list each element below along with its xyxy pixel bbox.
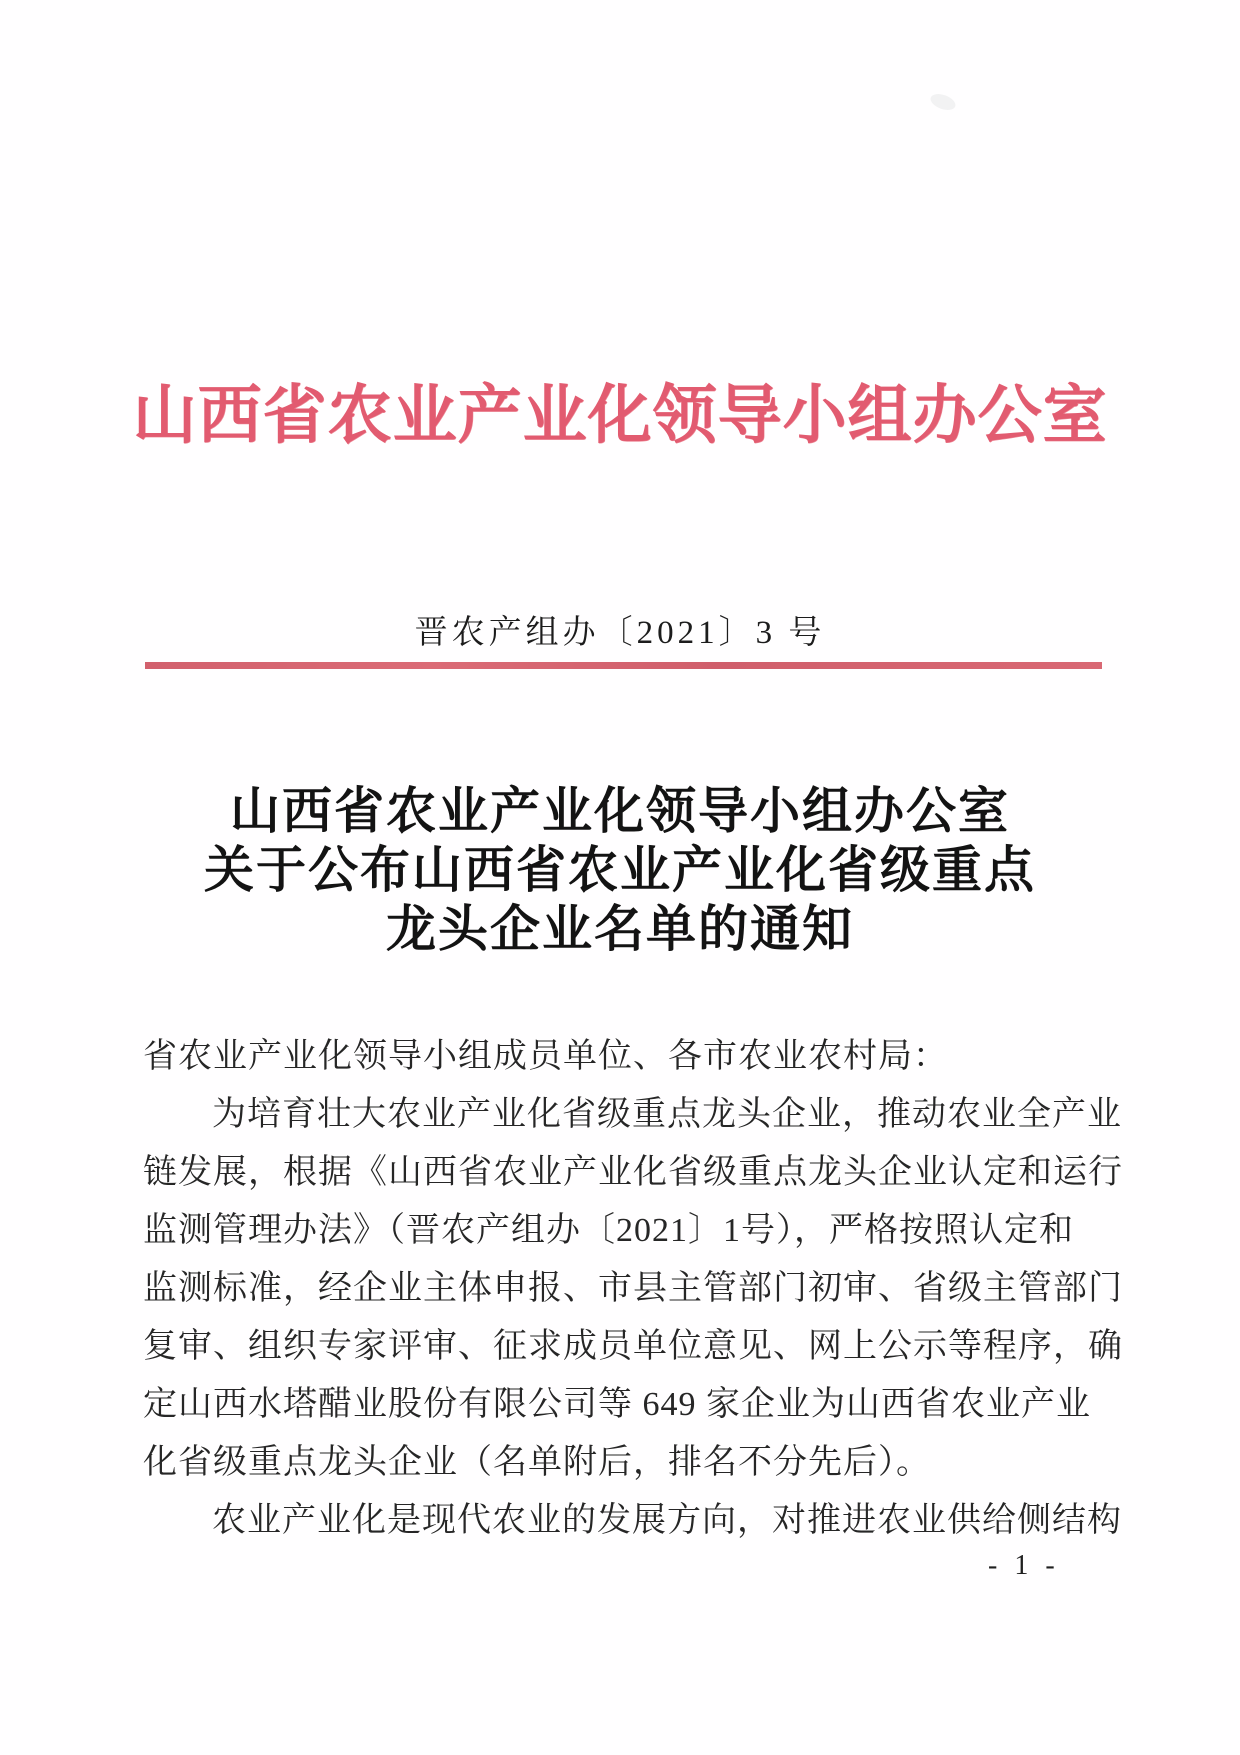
- red-divider-line: [145, 662, 1102, 669]
- scan-artifact: [928, 91, 957, 113]
- page-number: - 1 -: [988, 1550, 1060, 1581]
- document-number: 晋农产组办〔2021〕3 号: [414, 615, 826, 651]
- body-line: 复审、组织专家评审、征求成员单位意见、网上公示等程序，确: [143, 1328, 1123, 1365]
- body-line: 链发展，根据《山西省农业产业化省级重点龙头企业认定和运行: [143, 1154, 1123, 1191]
- notice-title: [0, 782, 1240, 959]
- issuing-org-masthead: 山西省农业产业化领导小组办公室: [132, 380, 1108, 451]
- body-line: 定山西水塔醋业股份有限公司等 649 家企业为山西省农业产业: [143, 1386, 1091, 1423]
- salutation-line: 省农业产业化领导小组成员单位、各市农业农村局：: [143, 1038, 948, 1075]
- body-line: 监测标准，经企业主体申报、市县主管部门初审、省级主管部门: [143, 1270, 1123, 1307]
- notice-title-line-1: 山西省农业产业化领导小组办公室: [230, 783, 1010, 839]
- body-line: 监测管理办法》（晋农产组办〔2021〕1号），严格按照认定和: [143, 1212, 1074, 1249]
- body-line: 为培育壮大农业产业化省级重点龙头企业，推动农业全产业: [212, 1096, 1122, 1133]
- notice-title-line-2: 关于公布山西省农业产业化省级重点: [204, 842, 1036, 898]
- body-line: 化省级重点龙头企业（名单附后，排名不分先后）。: [143, 1444, 931, 1481]
- notice-title-line-3: 龙头企业名单的通知: [386, 901, 854, 957]
- body-line: 农业产业化是现代农业的发展方向，对推进农业供给侧结构: [212, 1502, 1122, 1539]
- notice-body: [143, 1028, 1123, 1550]
